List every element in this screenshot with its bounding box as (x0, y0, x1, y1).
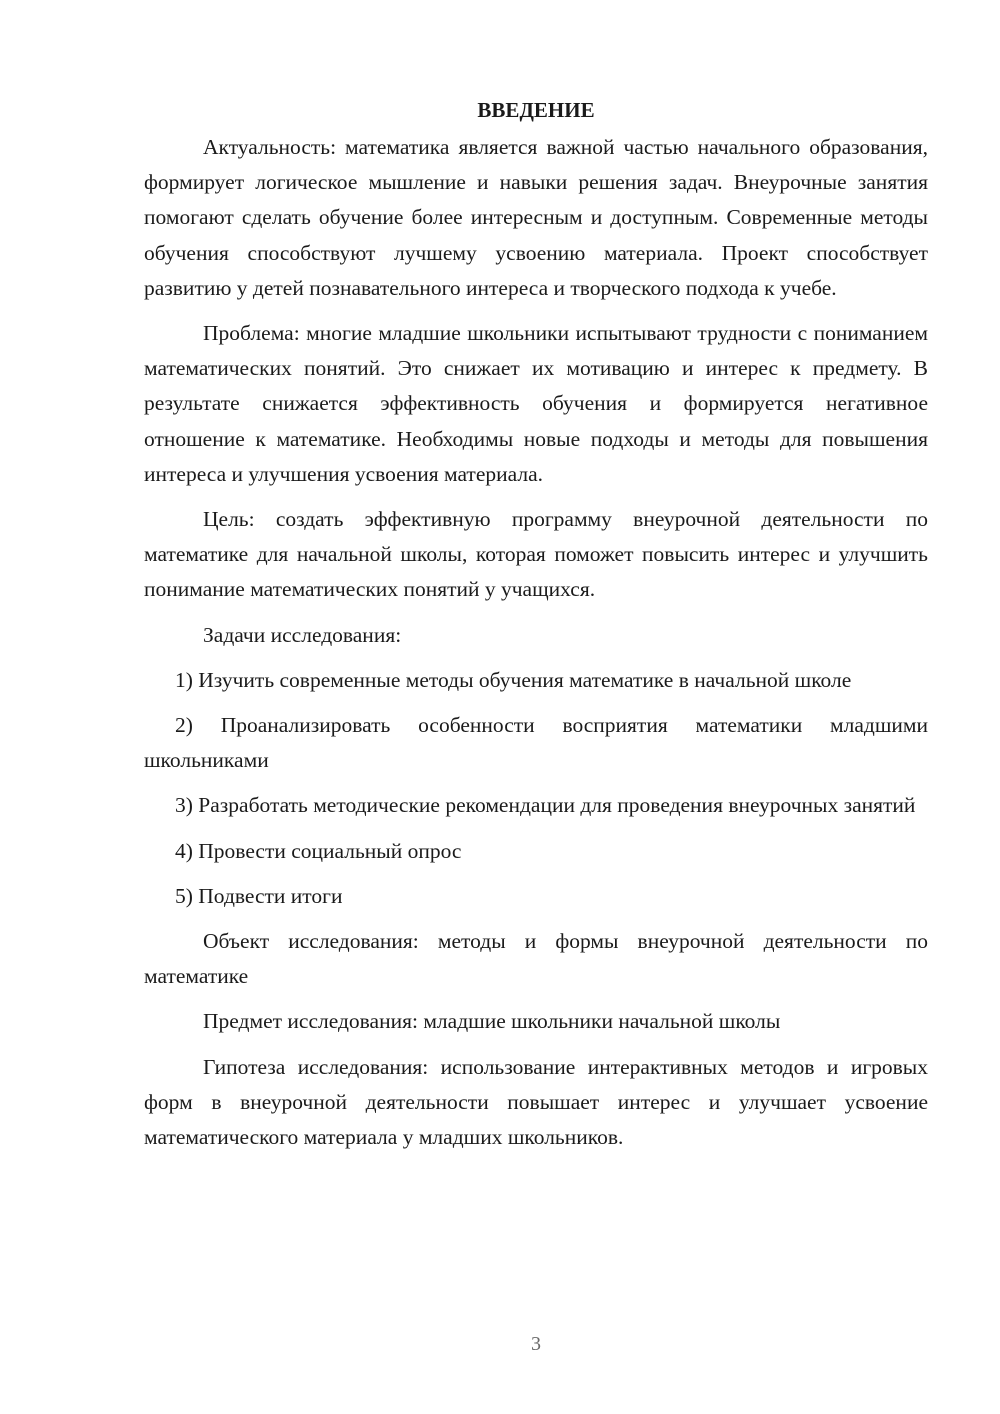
task-item-3: 3) Разработать методические рекомендации для проведения внеурочных занятий (175, 793, 916, 818)
object-paragraph: Объект исследования: методы и формы внеурочной деятельности по математике (144, 929, 928, 989)
page-number: 3 (531, 1333, 541, 1355)
tasks-heading: Задачи исследования: (203, 622, 402, 647)
task-item-1: 1) Изучить современные методы обучения математике в начальной школе (175, 667, 852, 692)
relevance-paragraph: Актуальность: математика является важной частью начального образования, формирует логическое мышление и навыки решения задач. Внеурочные занятия помогают сделать обучение более интересным и доступным. Современные методы обучения способствуют лучшему усвоению материала. Проект способствует развитию у детей познавательного интереса и творческого подхода к учебе. (144, 135, 928, 300)
task-item-4: 4) Провести социальный опрос (175, 838, 462, 863)
document-body (144, 92, 928, 1155)
task-item-5: 5) Подвести итоги (175, 883, 343, 908)
task-item-2: 2) Проанализировать особенности восприятия математики младшими школьниками (144, 713, 928, 773)
page-title: ВВЕДЕНИЕ (477, 98, 595, 122)
goal-paragraph: Цель: создать эффективную программу внеурочной деятельности по математике для начальной школы, которая поможет повысить интерес и улучшить понимание математических понятий у учащихся. (144, 507, 928, 602)
problem-paragraph: Проблема: многие младшие школьники испытывают трудности с пониманием математических понятий. Это снижает их мотивацию и интерес к предмету. В результате снижается эффективность обучения и формируется негативное отношение к математике. Необходимы новые подходы и методы для повышения интереса и улучшения усвоения материала. (144, 321, 928, 486)
hypothesis-paragraph: Гипотеза исследования: использование интерактивных методов и игровых форм в внеурочной деятельности повышает интерес и улучшает усвоение математического материала у младших школьников. (144, 1054, 928, 1150)
subject-paragraph: Предмет исследования: младшие школьники начальной школы (203, 1009, 781, 1034)
